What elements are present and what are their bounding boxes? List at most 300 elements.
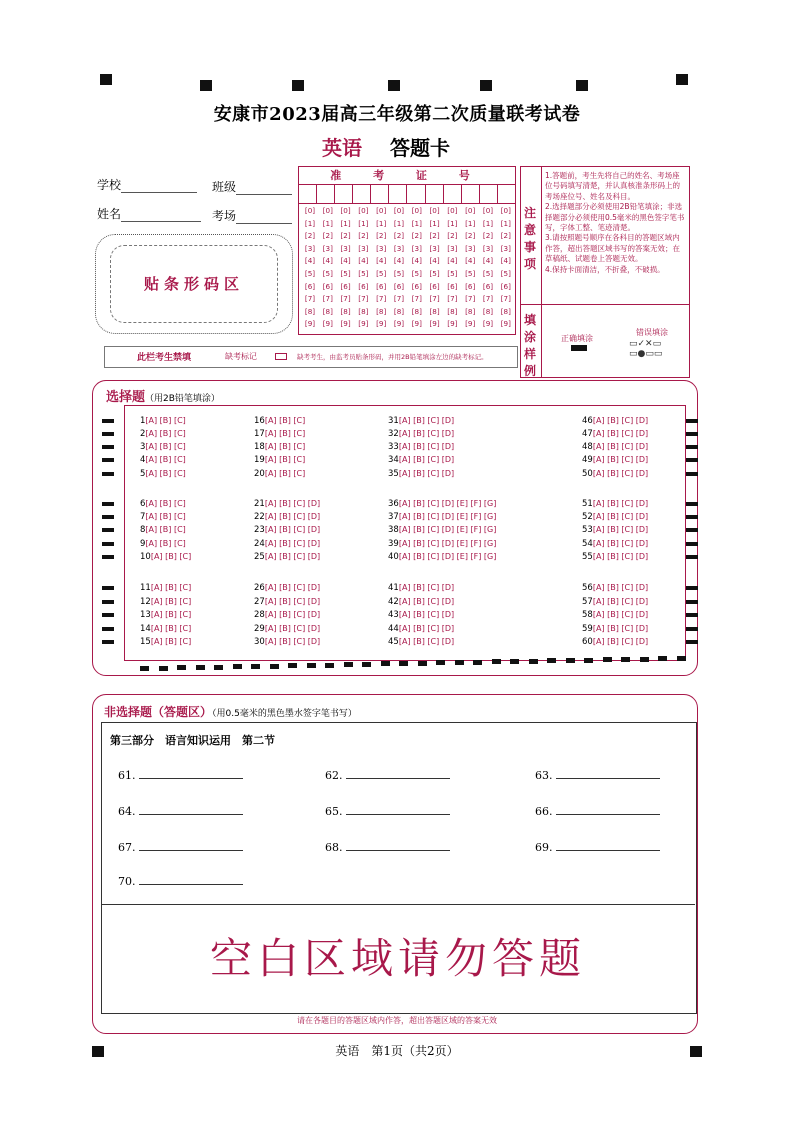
timing-tick	[233, 664, 242, 669]
exam-id-bubble[interactable]: [2]	[447, 231, 458, 241]
question-45[interactable]	[388, 637, 454, 647]
question-42[interactable]	[388, 597, 454, 607]
exam-id-bubble[interactable]: [6]	[376, 281, 387, 291]
exam-id-bubble[interactable]: [0]	[376, 206, 387, 215]
exam-id-bubble[interactable]: [6]	[358, 281, 369, 291]
question-number: 9	[140, 539, 146, 549]
class-field[interactable]	[212, 178, 292, 195]
question-23[interactable]	[254, 525, 320, 535]
exam-id-bubble[interactable]: [9]	[304, 319, 316, 329]
exam-id-bubble[interactable]: [1]	[376, 218, 387, 228]
timing-tick	[102, 586, 114, 590]
exam-id-bubble[interactable]: [2]	[322, 231, 333, 241]
exam-id-column[interactable]	[443, 205, 461, 331]
exam-id-bubble[interactable]: [2]	[393, 231, 405, 241]
answer-options[interactable]: [A] [B] [C] [D]	[398, 442, 455, 451]
answer-options[interactable]: [A] [B] [C]	[145, 429, 186, 438]
question-55[interactable]	[582, 552, 648, 562]
exam-id-bubble[interactable]: [4]	[411, 256, 422, 266]
question-number: 52	[582, 512, 593, 522]
answer-options[interactable]: [A] [B] [C]	[145, 525, 186, 534]
question-19[interactable]	[254, 455, 305, 465]
answer-options[interactable]: [A] [B] [C] [D]	[264, 499, 321, 508]
question-28[interactable]	[254, 610, 320, 620]
exam-id-bubble[interactable]: [4]	[500, 256, 511, 266]
exam-id-bubble[interactable]: [8]	[393, 306, 405, 316]
question-43[interactable]	[388, 610, 454, 620]
timing-tick	[686, 586, 698, 590]
exam-id-bubble[interactable]: [0]	[358, 206, 369, 215]
exam-id-grid[interactable]	[298, 166, 516, 335]
exam-id-bubble[interactable]: [6]	[500, 281, 511, 291]
answer-options[interactable]: [A] [B] [C] [D]	[398, 455, 455, 464]
question-25[interactable]	[254, 552, 320, 562]
exam-id-bubble[interactable]: [4]	[340, 256, 351, 266]
question-16[interactable]	[254, 416, 305, 426]
exam-id-bubble[interactable]: [8]	[411, 306, 422, 316]
exam-id-column[interactable]	[426, 205, 444, 331]
exam-id-bubble[interactable]: [1]	[411, 218, 422, 228]
exam-id-bubble[interactable]: [0]	[322, 206, 333, 215]
question-21[interactable]	[254, 499, 320, 509]
answer-options[interactable]: [A] [B] [C] [D]	[264, 583, 321, 592]
exam-id-bubble[interactable]: [0]	[393, 206, 405, 215]
exam-id-bubble[interactable]: [0]	[340, 206, 351, 215]
exam-id-bubble[interactable]: [1]	[482, 218, 494, 228]
exam-id-bubble[interactable]: [8]	[304, 306, 316, 316]
question-47[interactable]	[582, 429, 648, 439]
blank-61[interactable]: 61.	[118, 768, 243, 782]
question-12[interactable]	[140, 597, 191, 607]
exam-id-bubble[interactable]: [1]	[358, 218, 369, 228]
question-number: 10	[140, 552, 151, 562]
exam-id-bubble[interactable]: [4]	[322, 256, 333, 266]
question-46[interactable]	[582, 416, 648, 426]
exam-id-bubble[interactable]: [2]	[500, 231, 511, 241]
exam-id-bubble[interactable]: [5]	[393, 268, 405, 278]
question-2[interactable]	[140, 429, 186, 439]
exam-id-bubble[interactable]: [0]	[304, 206, 316, 215]
answer-options[interactable]: [A] [B] [C] [D]	[592, 455, 649, 464]
exam-id-column[interactable]	[461, 205, 479, 331]
exam-id-bubble[interactable]: [3]	[393, 243, 405, 253]
absent-mark[interactable]	[275, 353, 287, 360]
timing-tick	[140, 666, 149, 671]
question-51[interactable]	[582, 499, 648, 509]
exam-id-bubble[interactable]: [3]	[411, 243, 422, 253]
exam-id-bubble[interactable]: [9]	[376, 319, 387, 329]
exam-id-bubble[interactable]: [5]	[429, 268, 440, 278]
answer-options[interactable]: [A] [B] [C] [D] [E] [F] [G]	[398, 539, 497, 548]
question-60[interactable]	[582, 637, 648, 647]
room-field[interactable]	[212, 207, 292, 224]
question-9[interactable]	[140, 539, 186, 549]
answer-options[interactable]: [A] [B] [C]	[150, 552, 192, 561]
exam-id-bubble[interactable]: [3]	[304, 243, 316, 253]
timing-tick	[686, 542, 698, 546]
question-5[interactable]	[140, 469, 186, 479]
question-17[interactable]	[254, 429, 305, 439]
question-59[interactable]	[582, 624, 648, 634]
exam-id-bubble[interactable]: [1]	[393, 218, 405, 228]
exam-id-bubble[interactable]: [4]	[447, 256, 458, 266]
question-24[interactable]	[254, 539, 320, 549]
exam-id-bubble[interactable]: [5]	[376, 268, 387, 278]
exam-id-bubble[interactable]: [9]	[322, 319, 333, 329]
answer-options[interactable]: [A] [B] [C] [D]	[398, 583, 455, 592]
question-36[interactable]	[388, 499, 496, 509]
answer-options[interactable]: [A] [B] [C] [D]	[264, 512, 321, 521]
exam-id-column[interactable]	[372, 205, 390, 331]
question-number: 54	[582, 539, 593, 549]
correct-fill-label: 正确填涂	[561, 334, 593, 343]
answer-options[interactable]: [A] [B] [C]	[150, 637, 192, 646]
question-50[interactable]	[582, 469, 648, 479]
exam-id-bubble[interactable]: [3]	[322, 243, 333, 253]
question-53[interactable]	[582, 525, 648, 535]
blank-64[interactable]: 64.	[118, 804, 243, 818]
timing-tick	[566, 658, 575, 663]
exam-id-bubble[interactable]: [3]	[358, 243, 369, 253]
question-33[interactable]	[388, 442, 454, 452]
exam-id-bubble[interactable]: [3]	[376, 243, 387, 253]
answer-options[interactable]: [A] [B] [C]	[145, 499, 186, 508]
question-44[interactable]	[388, 624, 454, 634]
answer-options[interactable]: [A] [B] [C]	[145, 442, 186, 451]
question-number: 11	[140, 583, 151, 593]
timing-tick	[102, 528, 114, 532]
answer-options[interactable]: [A] [B] [C] [D] [E] [F] [G]	[398, 552, 497, 561]
exam-id-bubble[interactable]: [4]	[429, 256, 440, 266]
answer-options[interactable]: [A] [B] [C] [D]	[264, 624, 321, 633]
answer-options[interactable]: [A] [B] [C] [D]	[592, 539, 649, 548]
exam-id-bubble[interactable]: [1]	[500, 218, 511, 228]
exam-id-bubble[interactable]: [5]	[500, 268, 511, 278]
answer-options[interactable]: [A] [B] [C] [D]	[592, 512, 649, 521]
exam-id-bubble[interactable]: [6]	[447, 281, 458, 291]
answer-options[interactable]: [A] [B] [C]	[145, 539, 186, 548]
exam-id-bubble[interactable]: [4]	[482, 256, 494, 266]
question-35[interactable]	[388, 469, 454, 479]
exam-id-bubble[interactable]: [8]	[500, 306, 511, 316]
answer-options[interactable]: [A] [B] [C]	[145, 455, 186, 464]
exam-id-bubble[interactable]: [5]	[411, 268, 422, 278]
question-20[interactable]	[254, 469, 305, 479]
exam-id-bubble[interactable]: [7]	[447, 294, 458, 304]
answer-options[interactable]: [A] [B] [C]	[150, 610, 192, 619]
exam-id-bubble[interactable]: [3]	[340, 243, 351, 253]
answer-options[interactable]: [A] [B] [C]	[264, 455, 306, 464]
exam-id-bubble[interactable]: [7]	[322, 294, 333, 304]
exam-id-bubble[interactable]: [1]	[465, 218, 476, 228]
question-6[interactable]	[140, 499, 186, 509]
exam-id-bubble[interactable]: [5]	[340, 268, 351, 278]
answer-options[interactable]: [A] [B] [C] [D]	[398, 429, 455, 438]
question-10[interactable]	[140, 552, 191, 562]
exam-id-bubble[interactable]: [1]	[340, 218, 351, 228]
answer-options[interactable]: [A] [B] [C]	[264, 442, 306, 451]
question-39[interactable]	[388, 539, 496, 549]
question-7[interactable]	[140, 512, 186, 522]
exam-id-bubble[interactable]: [6]	[322, 281, 333, 291]
timing-tick	[325, 663, 334, 668]
question-number: 4	[140, 455, 146, 465]
question-56[interactable]	[582, 583, 648, 593]
exam-id-bubble[interactable]: [5]	[465, 268, 476, 278]
answer-options[interactable]: [A] [B] [C] [D]	[592, 429, 649, 438]
exam-id-column[interactable]	[497, 205, 515, 331]
timing-tick	[584, 658, 593, 663]
exam-id-bubble[interactable]: [7]	[411, 294, 422, 304]
exam-id-bubble[interactable]: [6]	[304, 281, 316, 291]
question-38[interactable]	[388, 525, 496, 535]
exam-id-bubble[interactable]: [0]	[465, 206, 476, 215]
answer-options[interactable]: [A] [B] [C] [D] [E] [F] [G]	[398, 525, 497, 534]
exam-id-bubble[interactable]: [8]	[340, 306, 351, 316]
exam-id-bubble[interactable]: [1]	[429, 218, 440, 228]
timing-tick	[399, 661, 408, 666]
exam-id-bubble[interactable]: [8]	[447, 306, 458, 316]
blank-67[interactable]: 67.	[118, 840, 243, 854]
exam-id-bubble[interactable]: [0]	[411, 206, 422, 215]
exam-id-bubble[interactable]: [6]	[482, 281, 494, 291]
question-1[interactable]	[140, 416, 186, 426]
question-number: 60	[582, 637, 593, 647]
answer-options[interactable]: [A] [B] [C] [D]	[592, 597, 649, 606]
answer-options[interactable]: [A] [B] [C] [D] [E] [F] [G]	[398, 499, 497, 508]
exam-id-column[interactable]	[337, 205, 355, 331]
exam-id-bubble[interactable]: [7]	[482, 294, 494, 304]
question-30[interactable]	[254, 637, 320, 647]
exam-id-bubble[interactable]: [2]	[376, 231, 387, 241]
answer-options[interactable]: [A] [B] [C] [D]	[592, 583, 649, 592]
timing-tick	[686, 458, 698, 462]
exam-id-bubble[interactable]: [5]	[358, 268, 369, 278]
question-32[interactable]	[388, 429, 454, 439]
exam-id-column[interactable]	[408, 205, 426, 331]
question-27[interactable]	[254, 597, 320, 607]
exam-id-bubble[interactable]: [8]	[429, 306, 440, 316]
exam-id-bubble[interactable]: [2]	[411, 231, 422, 241]
answer-options[interactable]: [A] [B] [C] [D]	[264, 539, 321, 548]
exam-id-bubble[interactable]: [7]	[304, 294, 316, 304]
exam-id-column[interactable]	[301, 205, 319, 331]
exam-id-bubble[interactable]: [6]	[429, 281, 440, 291]
school-field[interactable]	[97, 176, 197, 193]
answer-options[interactable]: [A] [B] [C]	[145, 512, 186, 521]
exam-id-bubble[interactable]: [2]	[340, 231, 351, 241]
exam-id-bubble[interactable]: [8]	[376, 306, 387, 316]
question-8[interactable]	[140, 525, 186, 535]
exam-id-bubble[interactable]: [5]	[304, 268, 316, 278]
exam-id-bubble[interactable]: [9]	[447, 319, 458, 329]
exam-id-bubble[interactable]: [0]	[500, 206, 511, 215]
question-11[interactable]	[140, 583, 191, 593]
exam-id-bubble[interactable]: [4]	[393, 256, 405, 266]
answer-options[interactable]: [A] [B] [C] [D]	[592, 469, 649, 478]
answer-options[interactable]: [A] [B] [C] [D]	[264, 597, 321, 606]
exam-id-bubble[interactable]: [4]	[465, 256, 476, 266]
exam-id-bubble[interactable]: [8]	[465, 306, 476, 316]
answer-options[interactable]: [A] [B] [C] [D]	[264, 637, 321, 646]
question-54[interactable]	[582, 539, 648, 549]
blank-69[interactable]: 69.	[535, 840, 660, 854]
question-34[interactable]	[388, 455, 454, 465]
exam-id-bubble[interactable]: [9]	[500, 319, 511, 329]
blank-68[interactable]: 68.	[325, 840, 450, 854]
exam-id-bubble[interactable]: [2]	[429, 231, 440, 241]
exam-id-column[interactable]	[319, 205, 337, 331]
question-48[interactable]	[582, 442, 648, 452]
timing-tick	[686, 515, 698, 519]
exam-id-bubble[interactable]: [9]	[340, 319, 351, 329]
question-37[interactable]	[388, 512, 496, 522]
exam-id-bubble[interactable]: [1]	[304, 218, 316, 228]
question-number: 46	[582, 416, 593, 426]
blank-66[interactable]: 66.	[535, 804, 660, 818]
exam-id-bubble[interactable]: [2]	[465, 231, 476, 241]
answer-options[interactable]: [A] [B] [C]	[145, 416, 186, 425]
exam-id-bubble[interactable]: [7]	[340, 294, 351, 304]
exam-id-write-cells[interactable]	[299, 185, 515, 204]
answer-options[interactable]: [A] [B] [C]	[150, 597, 192, 606]
answer-options[interactable]: [A] [B] [C]	[150, 624, 192, 633]
exam-id-bubble[interactable]: [9]	[465, 319, 476, 329]
question-22[interactable]	[254, 512, 320, 522]
answer-options[interactable]: [A] [B] [C] [D]	[398, 597, 455, 606]
timing-mark	[100, 74, 112, 85]
question-4[interactable]	[140, 455, 186, 465]
timing-tick	[270, 664, 279, 669]
blank-63[interactable]: 63.	[535, 768, 660, 782]
exam-id-bubble[interactable]: [7]	[500, 294, 511, 304]
exam-id-bubble[interactable]: [2]	[482, 231, 494, 241]
question-40[interactable]	[388, 552, 496, 562]
question-58[interactable]	[582, 610, 648, 620]
exam-id-bubble[interactable]: [1]	[322, 218, 333, 228]
exam-id-bubble[interactable]: [5]	[482, 268, 494, 278]
exam-id-bubble[interactable]: [5]	[322, 268, 333, 278]
question-14[interactable]	[140, 624, 191, 634]
answer-options[interactable]: [A] [B] [C] [D]	[398, 624, 455, 633]
answer-options[interactable]: [A] [B] [C] [D]	[592, 624, 649, 633]
answer-options[interactable]: [A] [B] [C] [D]	[592, 610, 649, 619]
question-number: 6	[140, 499, 146, 509]
exam-id-column[interactable]	[479, 205, 497, 331]
answer-options[interactable]: [A] [B] [C] [D]	[592, 442, 649, 451]
question-18[interactable]	[254, 442, 305, 452]
exam-id-bubble[interactable]: [7]	[393, 294, 405, 304]
answer-options[interactable]: [A] [B] [C]	[264, 469, 306, 478]
exam-id-bubble[interactable]: [6]	[340, 281, 351, 291]
answer-options[interactable]: [A] [B] [C] [D]	[398, 469, 455, 478]
exam-id-bubble[interactable]: [3]	[465, 243, 476, 253]
question-number: 33	[388, 442, 399, 452]
exam-id-bubble[interactable]: [7]	[465, 294, 476, 304]
exam-id-bubble[interactable]: [9]	[393, 319, 405, 329]
exam-id-bubble[interactable]: [3]	[429, 243, 440, 253]
question-3[interactable]	[140, 442, 186, 452]
question-13[interactable]	[140, 610, 191, 620]
answer-options[interactable]: [A] [B] [C] [D]	[592, 416, 649, 425]
exam-id-bubble[interactable]: [5]	[447, 268, 458, 278]
exam-id-bubble[interactable]: [3]	[447, 243, 458, 253]
answer-options[interactable]: [A] [B] [C] [D]	[398, 637, 455, 646]
exam-id-bubble[interactable]: [8]	[358, 306, 369, 316]
question-57[interactable]	[582, 597, 648, 607]
exam-id-bubble[interactable]: [0]	[482, 206, 494, 215]
timing-tick	[418, 661, 427, 666]
question-31[interactable]	[388, 416, 454, 426]
answer-options[interactable]: [A] [B] [C] [D]	[592, 637, 649, 646]
answer-options[interactable]: [A] [B] [C]	[145, 469, 186, 478]
blank-65[interactable]: 65.	[325, 804, 450, 818]
exam-id-bubble[interactable]: [6]	[393, 281, 405, 291]
answer-options[interactable]: [A] [B] [C] [D]	[264, 552, 321, 561]
name-field[interactable]	[97, 205, 201, 222]
exam-id-bubble[interactable]: [7]	[376, 294, 387, 304]
question-29[interactable]	[254, 624, 320, 634]
answer-options[interactable]: [A] [B] [C] [D]	[398, 610, 455, 619]
answer-options[interactable]: [A] [B] [C] [D]	[264, 525, 321, 534]
question-number: 44	[388, 624, 399, 634]
question-52[interactable]	[582, 512, 648, 522]
exam-id-bubble[interactable]: [4]	[376, 256, 387, 266]
question-41[interactable]	[388, 583, 454, 593]
answer-options[interactable]: [A] [B] [C]	[264, 429, 306, 438]
blank-62[interactable]: 62.	[325, 768, 450, 782]
exam-id-bubble[interactable]: [3]	[500, 243, 511, 253]
exam-id-bubble[interactable]: [8]	[482, 306, 494, 316]
exam-id-bubble[interactable]: [4]	[358, 256, 369, 266]
exam-id-column[interactable]	[390, 205, 408, 331]
exam-id-column[interactable]	[354, 205, 372, 331]
question-number: 32	[388, 429, 399, 439]
exam-id-bubble[interactable]: [7]	[358, 294, 369, 304]
blank-70[interactable]: 70.	[118, 874, 243, 888]
exam-id-bubble[interactable]: [0]	[429, 206, 440, 215]
answer-options[interactable]: [A] [B] [C] [D]	[592, 499, 649, 508]
answer-options[interactable]: [A] [B] [C] [D]	[592, 552, 649, 561]
exam-id-bubble[interactable]: [2]	[358, 231, 369, 241]
timing-tick	[177, 665, 186, 670]
part-heading: 第三部分 语言知识运用 第二节	[110, 734, 275, 747]
exam-id-bubble[interactable]: [4]	[304, 256, 316, 266]
answer-options[interactable]: [A] [B] [C] [D]	[264, 610, 321, 619]
exam-id-bubble[interactable]: [1]	[447, 218, 458, 228]
question-26[interactable]	[254, 583, 320, 593]
exam-id-bubble[interactable]: [6]	[465, 281, 476, 291]
answer-options[interactable]: [A] [B] [C] [D]	[592, 525, 649, 534]
answer-options[interactable]: [A] [B] [C]	[150, 583, 192, 592]
answer-options[interactable]: [A] [B] [C] [D]	[398, 416, 455, 425]
exam-id-bubble[interactable]: [6]	[411, 281, 422, 291]
exam-id-bubble[interactable]: [9]	[482, 319, 494, 329]
exam-id-bubble[interactable]: [8]	[322, 306, 333, 316]
exam-id-bubble[interactable]: [2]	[304, 231, 316, 241]
timing-tick	[473, 660, 482, 665]
question-49[interactable]	[582, 455, 648, 465]
question-15[interactable]	[140, 637, 191, 647]
exam-id-bubble[interactable]: [9]	[411, 319, 422, 329]
exam-id-bubble[interactable]: [0]	[447, 206, 458, 215]
exam-id-bubble[interactable]: [9]	[358, 319, 369, 329]
exam-id-bubble[interactable]: [3]	[482, 243, 494, 253]
exam-id-bubble[interactable]: [9]	[429, 319, 440, 329]
answer-options[interactable]: [A] [B] [C] [D] [E] [F] [G]	[398, 512, 497, 521]
exam-id-bubble[interactable]: [7]	[429, 294, 440, 304]
answer-options[interactable]: [A] [B] [C]	[264, 416, 306, 425]
